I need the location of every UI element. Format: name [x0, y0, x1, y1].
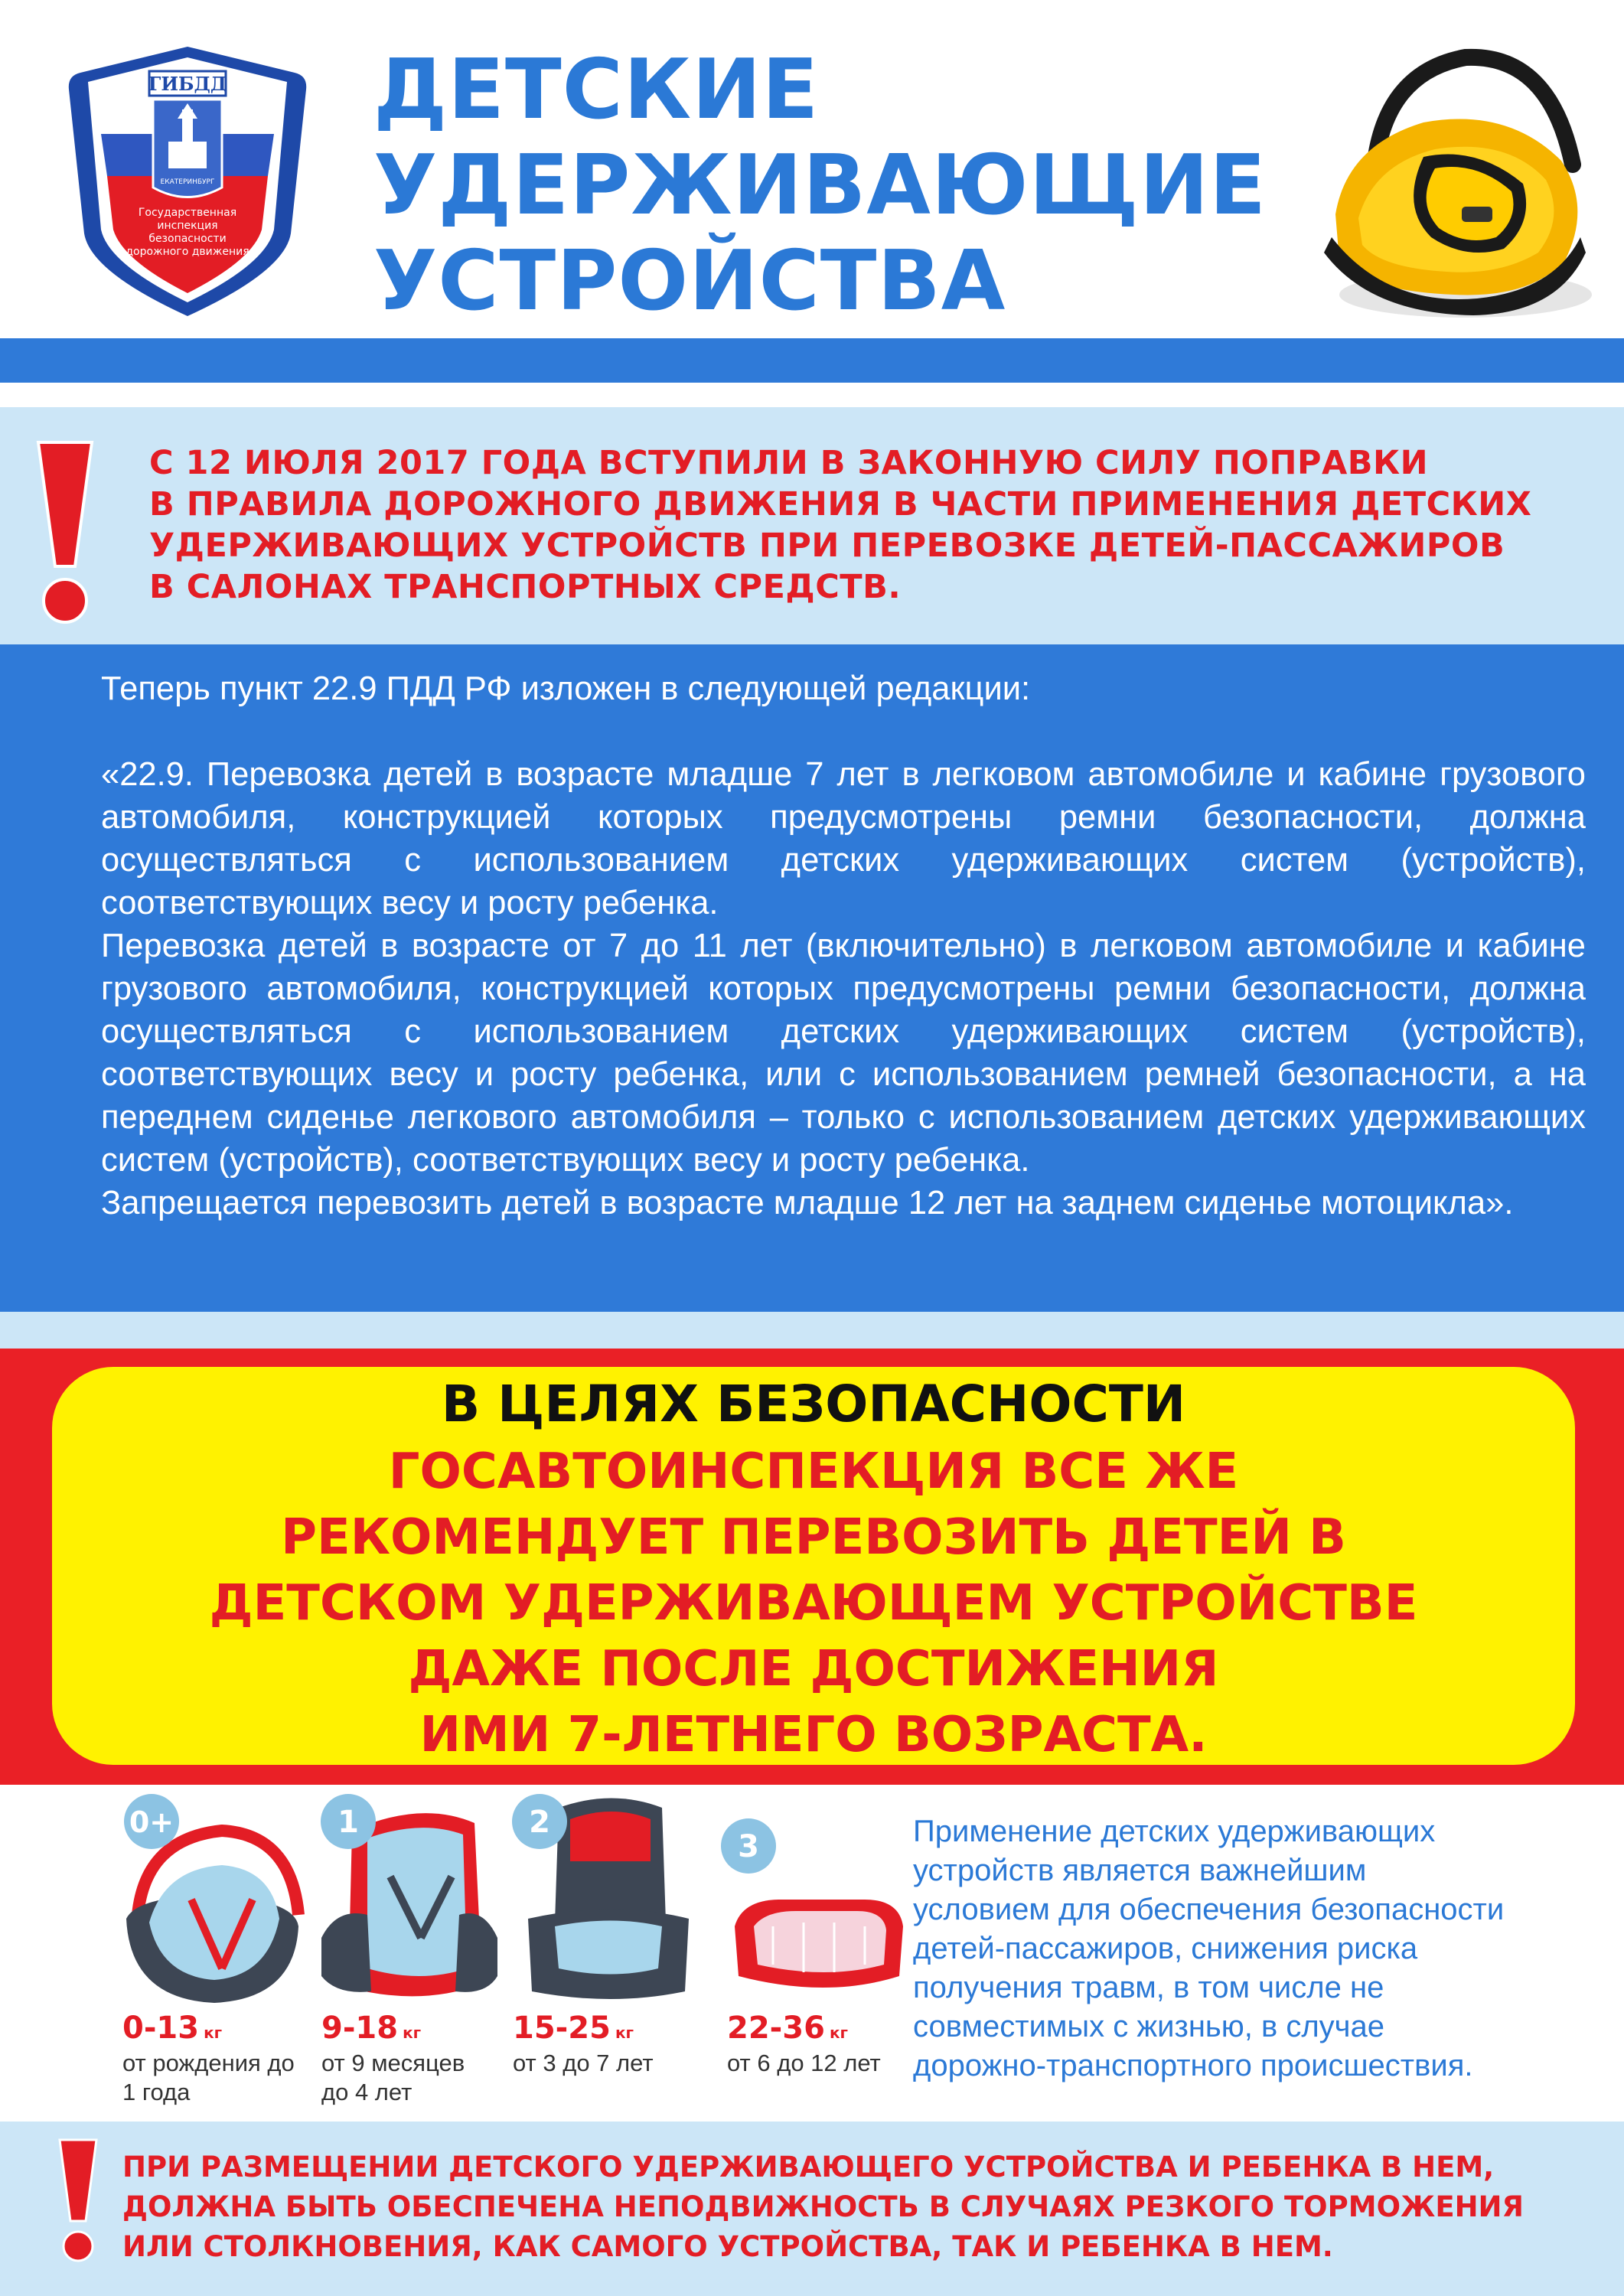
notice-line: С 12 ИЮЛЯ 2017 ГОДА ВСТУПИЛИ В ЗАКОННУЮ СИЛУ ПОПРАВКИ: [149, 444, 1429, 482]
emblem-city-text: ЕКАТЕРИНБУРГ: [160, 178, 215, 186]
weight-range: 22-36: [727, 2011, 825, 2046]
safety-line: ИМИ 7-ЛЕТНЕГО ВОЗРАСТА.: [419, 1707, 1208, 1763]
seat-group-0plus: [107, 1785, 314, 2122]
law-text-panel: [0, 644, 1624, 1312]
page-title: [373, 42, 1292, 329]
title-line: УСТРОЙСТВА: [373, 233, 1006, 329]
gibdd-emblem-logo: [61, 42, 314, 321]
usage-line: детей-пассажиров, снижения риска: [913, 1932, 1418, 1965]
usage-line: устройств является важнейшим: [913, 1854, 1367, 1887]
safety-line: ДЕТСКОМ УДЕРЖИВАЮЩЕМ УСТРОЙСТВЕ: [209, 1575, 1418, 1632]
weight-unit: кг: [615, 2024, 634, 2042]
safety-heading: В ЦЕЛЯХ БЕЗОПАСНОСТИ: [441, 1375, 1186, 1433]
weight-range: 9-18: [321, 2011, 399, 2046]
title-line: ДЕТСКИЕ: [373, 42, 820, 138]
usage-line: совместимых с жизнью, в случае: [913, 2010, 1385, 2043]
group-badge: 2: [529, 1805, 550, 1840]
usage-line: Применение детских удерживающих: [913, 1815, 1436, 1848]
usage-line: получения травм, в том числе не: [913, 1971, 1384, 2004]
group-age-range: от рождения до 1 года: [122, 2050, 295, 2105]
booster-cushion-icon: [712, 1785, 918, 2007]
exclamation-icon: [31, 436, 99, 628]
group-weight: [122, 2011, 222, 2046]
seat-group-1: [306, 1785, 513, 2122]
safety-recommendation-text: [52, 1439, 1575, 1768]
law-intro: Теперь пункт 22.9 ПДД РФ изложен в следующей редакции:: [101, 670, 1031, 707]
law-paragraph: Запрещается перевозить детей в возрасте младше 12 лет на заднем сиденье мотоцикла».: [101, 1185, 1514, 1221]
notice-line: УДЕРЖИВАЮЩИХ УСТРОЙСТВ ПРИ ПЕРЕВОЗКЕ ДЕТЕЙ-ПАССАЖИРОВ: [149, 527, 1505, 565]
law-paragraph: Перевозка детей в возрасте от 7 до 11 лет (включительно) в легковом автомобиле и кабине грузового автомобиля, конструкцией которых предусмотрены ремни безопасности, должна осуществляться с использованием детских удерживающих систем (устройств), соответствующих весу и росту ребенка, или с использованием ремней безопасности, а на переднем сиденье легкового автомобиля – только с использованием детских удерживающих систем (устройств), соответствующих весу и росту ребенка.: [101, 928, 1586, 1179]
weight-unit: кг: [829, 2024, 848, 2042]
title-line: УДЕРЖИВАЮЩИЕ: [373, 138, 1267, 233]
bottom-line: ПРИ РАЗМЕЩЕНИИ ДЕТСКОГО УДЕРЖИВАЮЩЕГО УСТРОЙСТВА И РЕБЕНКА В НЕМ,: [122, 2151, 1495, 2183]
bottom-line: ДОЛЖНА БЫТЬ ОБЕСПЕЧЕНА НЕПОДВИЖНОСТЬ В СЛУЧАЯХ РЕЗКОГО ТОРМОЖЕНИЯ: [122, 2190, 1525, 2223]
usage-importance-text: [913, 1812, 1602, 2086]
safety-line: ДАЖЕ ПОСЛЕ ДОСТИЖЕНИЯ: [408, 1641, 1219, 1698]
weight-unit: кг: [204, 2024, 223, 2042]
seat-group-2: [497, 1785, 704, 2122]
infant-carrier-icon: [107, 1785, 314, 2007]
group-weight: [321, 2011, 421, 2046]
page-header: [0, 0, 1624, 337]
safety-line: ГОСАВТОИНСПЕКЦИЯ ВСЕ ЖЕ: [388, 1443, 1239, 1500]
group-age-range: от 3 до 7 лет: [513, 2050, 654, 2076]
usage-line: условием для обеспечения безопасности: [913, 1893, 1505, 1926]
notice-line: В ПРАВИЛА ДОРОЖНОГО ДВИЖЕНИЯ В ЧАСТИ ПРИМЕНЕНИЯ ДЕТСКИХ: [149, 485, 1532, 523]
infant-car-seat-image: [1301, 31, 1600, 337]
emblem-caption: Государственная инспекция безопасности дорожного движения: [126, 207, 249, 258]
header-divider-bar: [0, 338, 1624, 383]
booster-seat-backrest-icon: [497, 1785, 704, 2007]
usage-line: дорожно-транспортного происшествия.: [913, 2049, 1473, 2082]
seat-group-3: [712, 1785, 918, 2122]
emblem-top-text: ГИБДД: [148, 73, 227, 95]
bottom-line: ИЛИ СТОЛКНОВЕНИЯ, КАК САМОГО УСТРОЙСТВА, ТАК И РЕБЕНКА В НЕМ.: [122, 2230, 1333, 2263]
child-seat-harness-icon: [306, 1785, 513, 2007]
weight-range: 0-13: [122, 2011, 200, 2046]
group-badge: 0+: [129, 1805, 174, 1839]
section-spacer: [0, 1312, 1624, 1349]
group-age-range: от 9 месяцев до 4 лет: [321, 2050, 465, 2105]
exclamation-icon: [55, 2135, 101, 2265]
weight-unit: кг: [403, 2024, 422, 2042]
group-weight: [727, 2011, 848, 2046]
notice-line: В САЛОНАХ ТРАНСПОРТНЫХ СРЕДСТВ.: [149, 568, 902, 606]
weight-range: 15-25: [513, 2011, 611, 2046]
safety-line: РЕКОМЕНДУЕТ ПЕРЕВОЗИТЬ ДЕТЕЙ В: [281, 1509, 1346, 1566]
group-badge: 1: [338, 1805, 359, 1840]
law-paragraph: «22.9. Перевозка детей в возрасте младше 7 лет в легковом автомобиле и кабине грузового автомобиля, конструкцией которых предусмотрены ремни безопасности, должна осуществляться с использованием детских удерживающих систем (устройств), соответствующих весу и росту ребенка.: [101, 756, 1586, 921]
bottom-warning-text: [122, 2148, 1607, 2267]
amendment-notice-text: [149, 442, 1603, 608]
group-weight: [513, 2011, 634, 2046]
group-age-range: от 6 до 12 лет: [727, 2050, 881, 2076]
group-badge: 3: [738, 1829, 759, 1864]
